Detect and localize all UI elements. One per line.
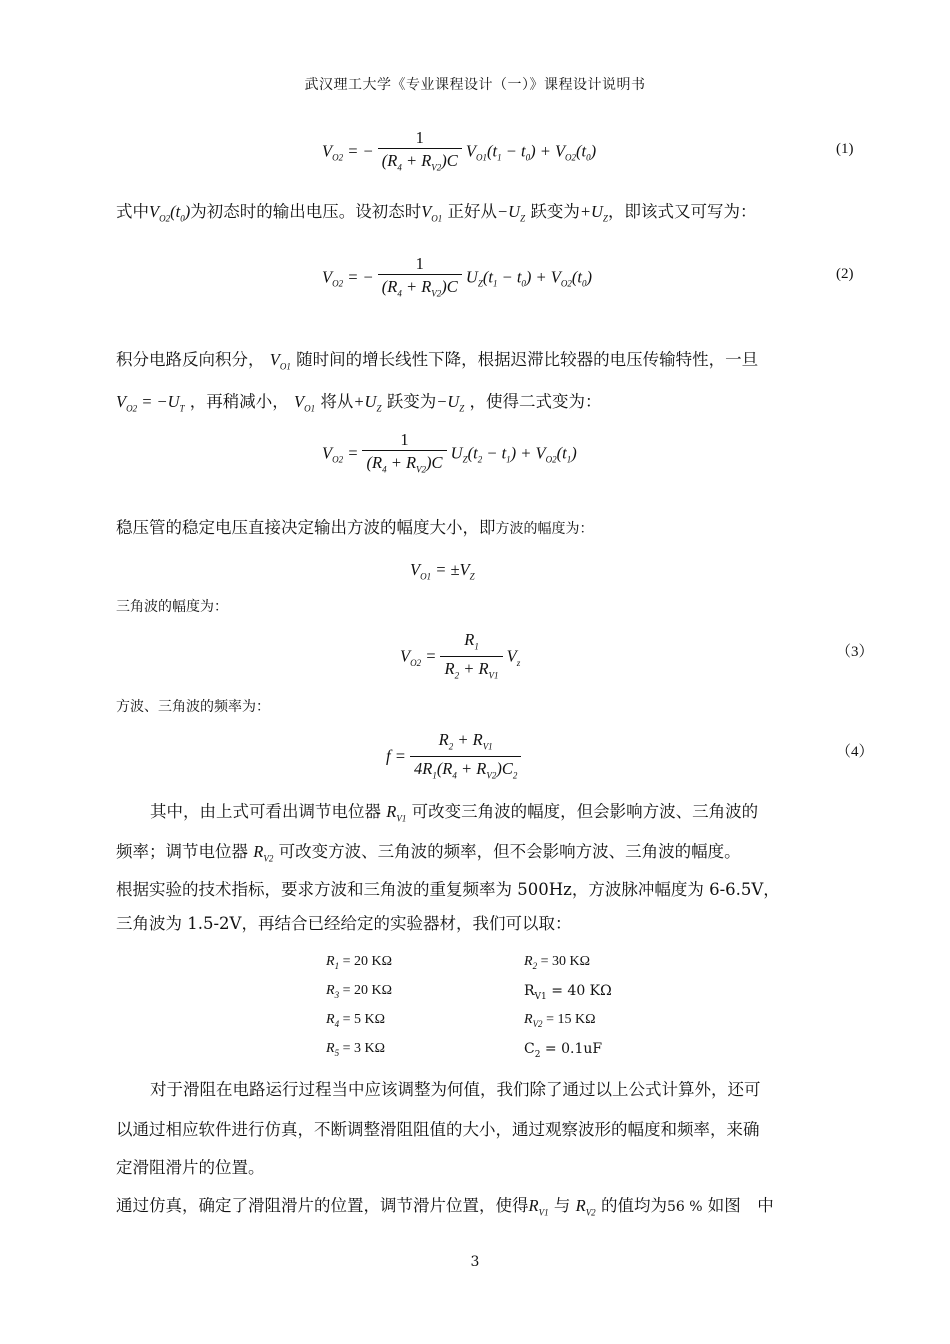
paragraph-6-line-1: 根据实验的技术指标，要求方波和三角波的重复频率为 500Hz，方波脉冲幅度为 6-6.5V， — [116, 880, 780, 899]
paragraph-3: $V_{O2} = -U_T$ ，再稍减小， $V_{O1}$ 将从$+U_Z$ 跃变为$-U_Z$ ，使得二式变为： — [116, 392, 602, 414]
equation-3-number: （3） — [836, 644, 874, 660]
page-header: 武汉理工大学《专业课程设计（一）》课程设计说明书 — [304, 77, 646, 93]
value-r4: $R_4 = 5$ KΩ — [326, 1012, 385, 1029]
equation-4-number: （4） — [836, 744, 874, 760]
value-rv1: $R_{V1} = 40$ KΩ — [524, 983, 612, 1002]
page-number: 3 — [470, 1254, 480, 1270]
equation-square-amplitude: $V_{O1} = \pm V_Z$ — [410, 560, 475, 582]
equation-2: $V_{O2}$ = − $\frac{1}{(R_4 + R_{V2})C}$ $U_Z(t_1 - t_0) + V_{O2}(t_0)$ — [322, 254, 592, 303]
frequency-label: 方波、三角波的频率为： — [116, 699, 270, 715]
value-r2: $R_2 = 30$ KΩ — [524, 954, 590, 971]
paragraph-2: 积分电路反向积分， $V_{O1}$ 随时间的增长线性下降，根据迟滞比较器的电压传输特性，一旦 — [116, 350, 759, 372]
paragraph-1: 式中$V_{O2}(t_0)$为初态时的输出电压。设初态时$V_{O1}$ 正好从$-U_Z$ 跃变为$+U_Z$，即该式又可写为： — [116, 202, 757, 224]
paragraph-7-line-1: 对于滑阻在电路运行过程当中应该调整为何值，我们除了通过以上公式计算外，还可 — [150, 1080, 761, 1099]
equation-3: $V_{O2}$ = $\frac{R_1}{R_2 + R_{V1}}$ $V_z$ — [400, 630, 520, 686]
paragraph-5-cont: 频率；调节电位器 $R_{V2}$ 可改变方波、三角波的频率，但不会影响方波、三角波的幅度。 — [116, 842, 741, 864]
triangle-amplitude-label: 三角波的幅度为： — [116, 599, 228, 615]
value-r1: $R_1 = 20$ KΩ — [326, 954, 392, 971]
paragraph-4: 稳压管的稳定电压直接决定输出方波的幅度大小，即方波的幅度为： — [116, 518, 594, 537]
equation-4: f = $\frac{R_2 + R_{V1}}{4R_1(R_4 + R_{V2})C_2}$ — [386, 730, 521, 786]
value-r5: $R_5 = 3$ KΩ — [326, 1041, 385, 1058]
equation-1-number: (1) — [836, 141, 854, 157]
equation-1: $V_{O2}$ = − $\frac{1}{(R_4 + R_{V2})C}$ $V_{O1}(t_1 - t_0) + V_{O2}(t_0)$ — [322, 128, 596, 177]
paragraph-8: 通过仿真，确定了滑阻滑片的位置，调节滑片位置，使得$R_{V1}$ 与 $R_{V2}$ 的值均为56 % 如图 中 — [116, 1196, 774, 1218]
equation-2-number: (2) — [836, 266, 854, 282]
equation-unnumbered: $V_{O2}$ = $\frac{1}{(R_4 + R_{V2})C}$ $U_Z(t_2 - t_1) + V_{O2}(t_1)$ — [322, 430, 577, 479]
value-rv2: $R_{V2} = 15$ KΩ — [524, 1012, 596, 1029]
paragraph-5: 其中，由上式可看出调节电位器 $R_{V1}$ 可改变三角波的幅度，但会影响方波、三角波的 — [150, 802, 759, 824]
value-r3: $R_3 = 20$ KΩ — [326, 983, 392, 1000]
paragraph-7-line-3: 定滑阻滑片的位置。 — [116, 1158, 265, 1177]
paragraph-6-line-2: 三角波为 1.5-2V，再结合已经给定的实验器材，我们可以取： — [116, 914, 572, 933]
value-c2: $C_2 = 0.1uF$ — [524, 1041, 603, 1060]
paragraph-7-line-2: 以通过相应软件进行仿真，不断调整滑阻阻值的大小，通过观察波形的幅度和频率，来确 — [116, 1120, 760, 1139]
